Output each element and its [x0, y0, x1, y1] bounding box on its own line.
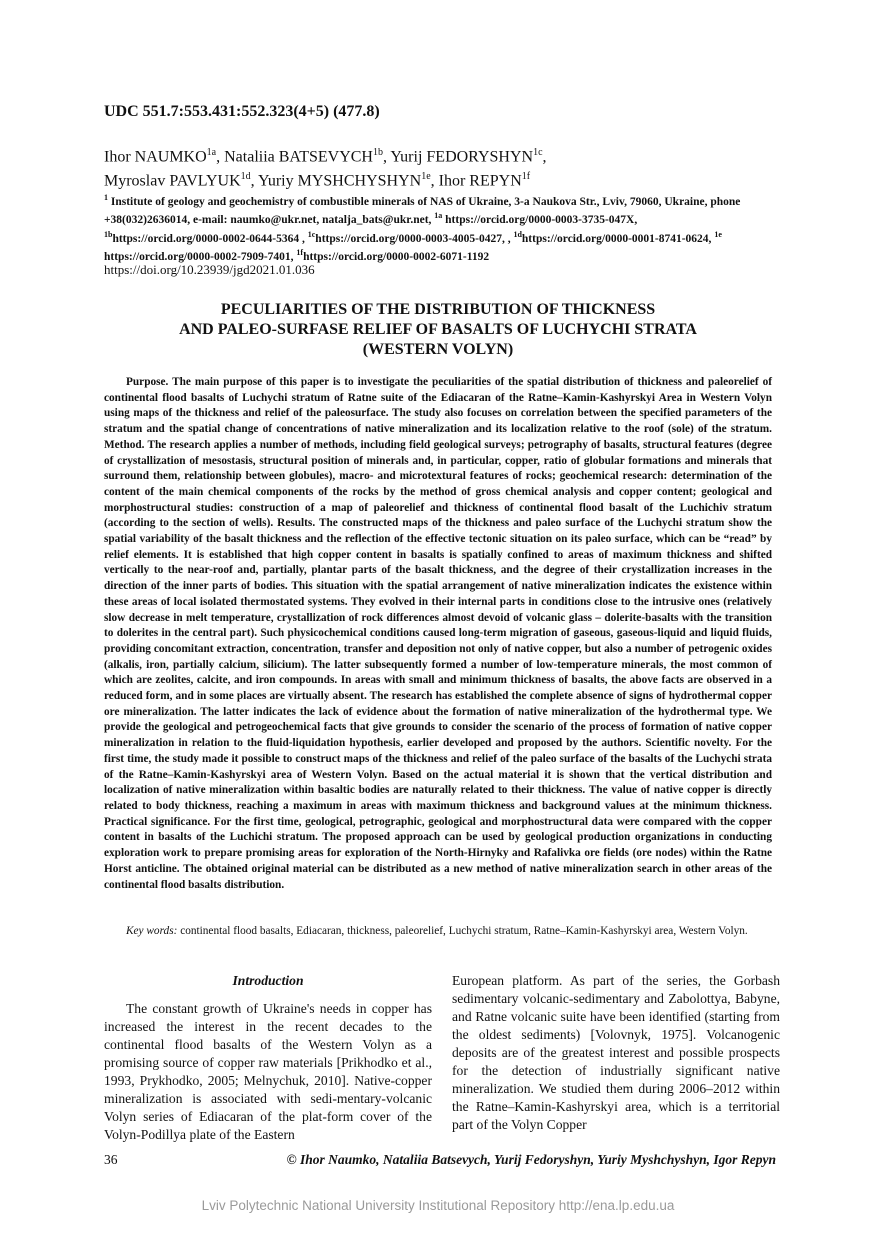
keywords-text: continental flood basalts, Ediacaran, thickness, paleorelief, Luchychi stratum, Ratne–Kamin-Kashyrskyi area, Western Volyn. — [180, 925, 748, 937]
author-affiliation-mark: 1a — [206, 147, 217, 158]
page-number: 36 — [104, 1152, 118, 1167]
orcid-mark: 1d — [513, 229, 522, 239]
title-line: AND PALEO-SURFASE RELIEF OF BASALTS OF LUCHYCHI STRATA — [179, 321, 697, 338]
affiliation-text: Institute of geology and geochemistry of combustible minerals of NAS of Ukraine, 3-a Naukova Str., Lviv, 79060, Ukraine, phone +38(032)2636014, e-mail: naumko@ukr.net, natalja_bats@ukr.net, — [104, 195, 741, 227]
author-name: Ihor NAUMKO — [104, 148, 207, 166]
affiliation-mark: 1 — [104, 193, 108, 202]
author-affiliation-mark: 1f — [521, 171, 531, 183]
orcid-link[interactable]: https://orcid.org/0000-0003-3735-047X, — [445, 214, 638, 227]
title-line: PECULIARITIES OF THE DISTRIBUTION OF THICKNESS — [220, 301, 656, 318]
paper-title — [104, 300, 772, 360]
orcid-link[interactable]: https://orcid.org/0000-0003-4005-0427, , — [315, 232, 511, 245]
orcid-link[interactable]: https://orcid.org/0000-0002-7909-7401, — [104, 250, 294, 263]
body-paragraph: European platform. As part of the series, the Gorbash sedimentary volcanic-sedimentary and Zabolottya, Babyne, and Ratne volcanic suite have been identified (starting from the oldest sediments) [Volovnyk, 1975]. Volcanogenic deposits are of the greatest interest and possible prospects for the detection of industrially significant native mineralization. We studied them during 2006–2012 within the Ratne–Kamin-Kashyrskyi area, which is a territorial part of the Volyn Copper — [452, 973, 780, 1132]
author-name: Yuriy MYSHCHYSHYN — [258, 172, 422, 190]
title-line: (WESTERN VOLYN) — [362, 341, 514, 358]
orcid-link[interactable]: https://orcid.org/0000-0002-6071-1192 — [303, 250, 490, 263]
doi-link[interactable]: https://doi.org/10.23939/jgd2021.01.036 — [104, 262, 315, 277]
author-affiliation-mark: 1c — [533, 147, 543, 158]
author-name: Myroslav PAVLYUK — [104, 172, 241, 190]
copyright-notice: © Ihor Naumko, Nataliia Batsevych, Yurij Fedoryshyn, Yuriy Myshchyshyn, Igor Repyn — [286, 1152, 776, 1167]
keywords-label: Key words: — [126, 925, 178, 937]
orcid-link[interactable]: https://orcid.org/0000-0001-8741-0624, — [521, 232, 712, 245]
keywords — [104, 924, 772, 940]
author-name: Nataliia BATSEVYCH — [224, 148, 373, 166]
body-paragraph: The constant growth of Ukraine's needs in copper has increased the interest in the recent decades to the continental flood basalts of the Western Volyn as a promising source of copper raw materials [Prikhodko et al., 1993, Prykhodko, 2005; Melnychuk, 2010]. Native-copper mineralization is associated with sedi-mentary-volcanic Volyn series of Ediacaran of the plat-form cover of the Volyn-Podillya plate of the Eastern — [104, 1001, 432, 1142]
repository-watermark: Lviv Polytechnic National University Institutional Repository http://ena.lp.edu.ua — [201, 1198, 675, 1213]
author-affiliation-mark: 1e — [421, 171, 431, 183]
column-left — [104, 972, 432, 1144]
section-heading: Introduction — [232, 973, 304, 988]
author-list: Ihor $NAUMKO^{1a}$, Nataliia $BATSEVYCH^{1b}$, Yurij $FEDORYSHYN^{1c}$, Myroslav $PAVLYUK^{1d}$, Yuriy $MYSHCHYSHYN^{1e}$, Ihor $REPYN^{1f}$ — [104, 147, 547, 190]
udc-code: UDC 551.7:553.431:552.323(4+5) (477.8) — [104, 103, 380, 120]
author-name: Ihor REPYN — [438, 172, 522, 190]
author-name: Yurij FEDORYSHYN — [390, 148, 534, 166]
orcid-link[interactable]: https://orcid.org/0000-0002-0644-5364 , — [112, 232, 305, 245]
affiliation-block — [104, 191, 784, 264]
abstract: Purpose. The main purpose of this paper is to investigate the peculiarities of the spatial distribution of thickness and paleorelief of continental flood basalts of Luchychi stratum of Ratne suite of the Ediacaran of the Ratne–Kamin-Kashyrskyi Area in Western Volyn using maps of the thickness and relief of the paleosurface. The study also focuses on correlation between the specified parameters of the stratum and the spatial change of concentrations of native mineralization and its localization relative to the roof (sole) of the stratum. Method. The research applies a number of methods, including field geological surveys; petrography of basalts, structural features (degree of crystallization of mesostasis, structural position of minerals and, in particular, copper, ratio of globular formations and minerals that surround them, relationship between globules), macro- and microtextural features of rocks; geochemical research: determination of the content of the main chemical components of the rocks by the method of gross chemical analysis and copper content; geological and morphostructural studies: construction of a map of paleorelief and thickness of continental flood basalt of the Luchichiv stratum (according to the section of wells). Results. The constructed maps of the thickness and paleo surface of the Luchychi stratum show the spatial variability of the basalt thickness and the reflection of the effective tectonic situation on its paleo surface, which can be “read” by relief elements. It is established that high copper content in basalts is spatially confined to areas of maximum thickness and shifted vertically to the near-roof and, partially, plantar parts of the basalt thickness, and the degree of their crystallization increases in the direction of the inner parts of bodies. This situation with the spatial arrangement of native mineralization indicates the existence within these areas of local isolated thermostated systems. They evolved in their internal parts in conditions close to the intrusive ones (relatively slow decrease in melt temperature, crystallization of rock differences almost devoid of volcanic glass – dolerite-basalts with the transition to dolerites in the central part). Such physicochemical conditions caused long-term migration of gaseous, gaseous-liquid and liquid fluids, providing concomitant extraction, concentration, transfer and deposition not only of native copper, but also a number of petrogenic oxides (alkalis, iron, partially calcium, silicium). The latter subsequently formed a number of low-temperature minerals, the most common of which are zeolites, calcite, and iron compounds. In areas with small and minimum thickness of basalts, the above facts are observed in a reduced form, and in some places are virtually absent. The research has established the complete absence of signs of hydrothermal copper ore mineralization. The latter indicates the lack of evidence about the formation of native mineralization of the hydrothermal type. We provide the geological and petrogeochemical facts that give grounds to consider the scenario of the process of formation of native copper mineralization in relation to the fluid-liquidation hypothesis, earlier developed and proposed by the authors. Scientific novelty. For the first time, the study made it possible to construct maps of the thickness and relief of the paleo surface of the basalts of the Luchychi strata of the Ratne–Kamin-Kashyrskyi area of Western Volyn. Based on the actual material it is shown that the vertical distribution and localization of native mineralization within basaltic bodies are naturally related to their thickness. The value of native copper is directly related to body thickness, reaching a maximum in areas with maximum thickness and background values at the minimum thickness. Practical significance. For the first time, geological, petrographic, geological and morphostructural data were compared with the copper content in basalts of the Luchichi stratum. The proposed approach can be used by geological production organizations in conducting exploration work to prepare promising areas for exploration of the North-Hirnyky and Rafalivka ore fields (ore nodes) within the Ratne Horst anticline. The obtained original material can be distributed as a new method of native mineralization search in other areas of the continental flood basalts distribution. — [104, 376, 772, 891]
orcid-mark: 1f — [296, 247, 304, 257]
author-affiliation-mark: 1b — [372, 147, 383, 158]
orcid-mark: 1a — [434, 211, 443, 221]
orcid-mark: 1b — [104, 229, 113, 239]
author-affiliation-mark: 1d — [240, 171, 251, 183]
column-right — [452, 972, 780, 1134]
orcid-mark: 1e — [714, 229, 722, 239]
orcid-mark: 1c — [307, 229, 316, 239]
